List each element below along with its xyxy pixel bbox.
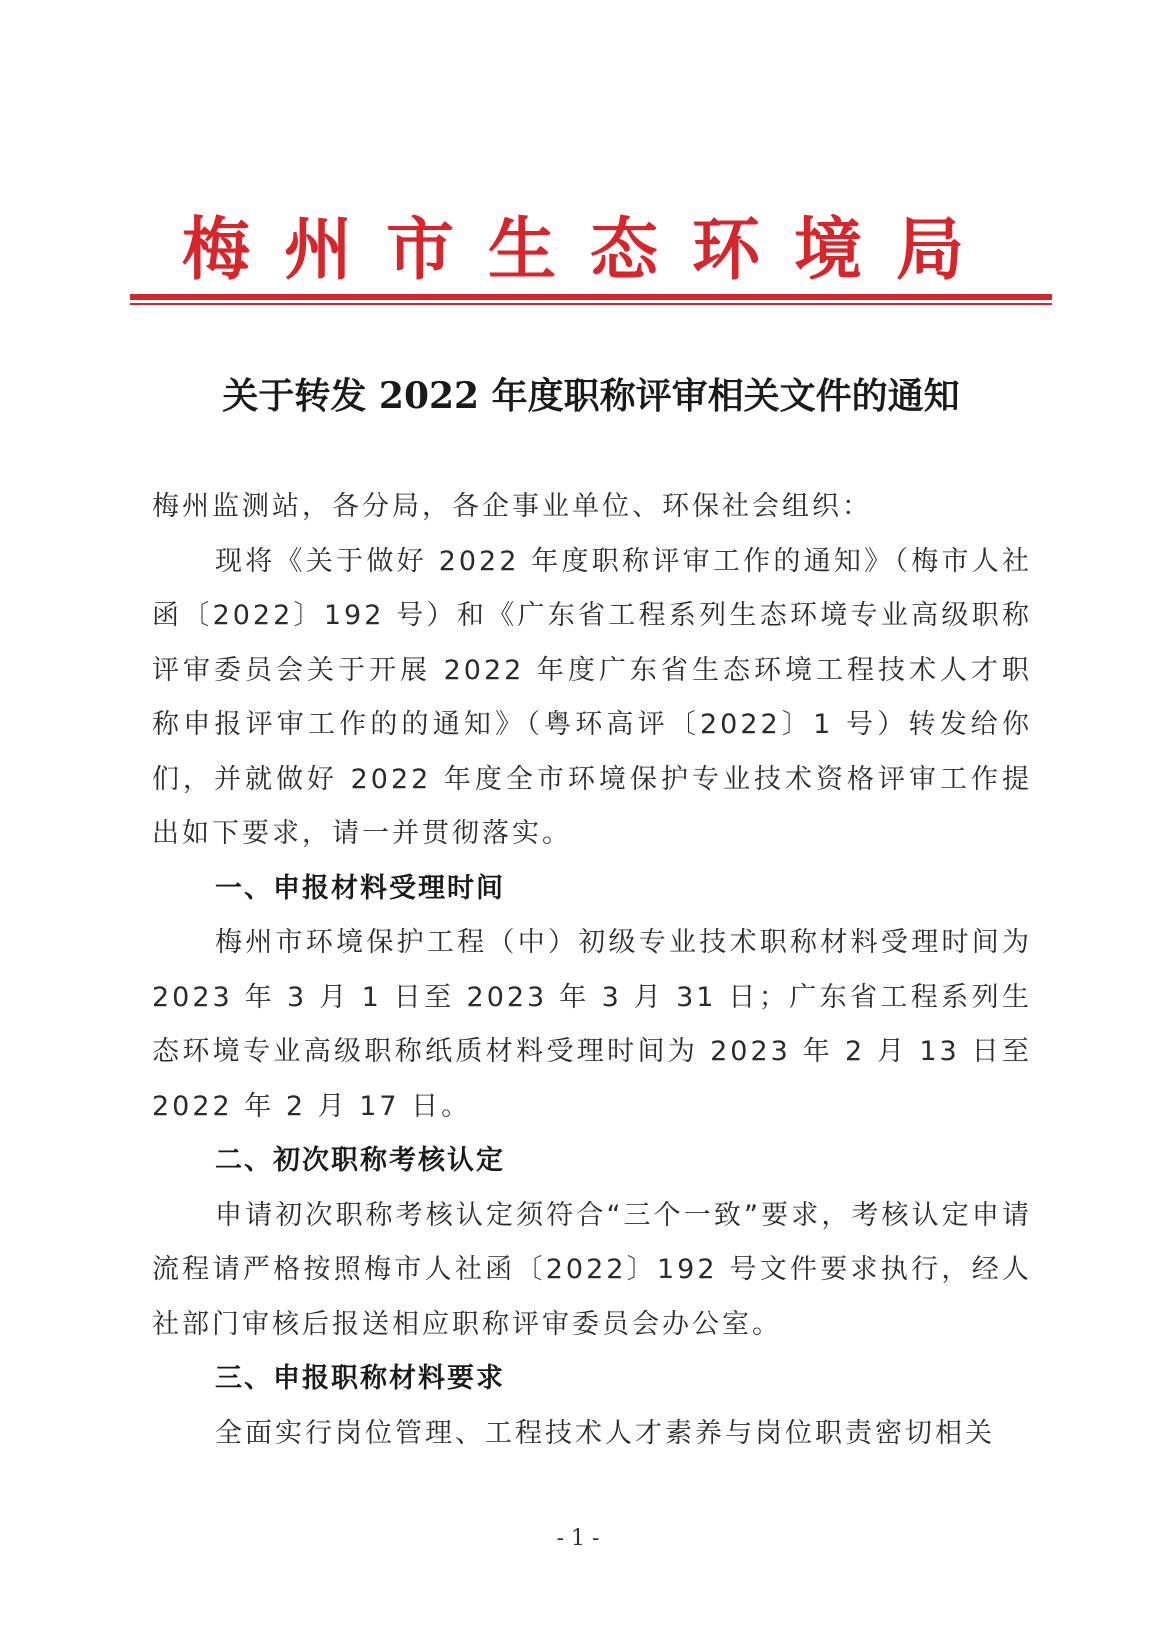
section-body-2: 申请初次职称考核认定须符合“三个一致”要求，考核认定申请流程请严格按照梅市人社函〔2022〕192 号文件要求执行，经人社部门审核后报送相应职称评审委员会办公室。 (152, 1199, 1032, 1340)
intro-paragraph: 现将《关于做好 2022 年度职称评审工作的通知》（梅市人社函〔2022〕192 号）和《广东省工程系列生态环境专业高级职称评审委员会关于开展 2022 年度广东省生态环境工程技术人才职称申报评审工作的的通知》（粤环高评〔2022〕1 号）转发给你们，并就做好 2022 年度全市环境保护专业技术资格评审工作提出如下要求，请一并贯彻落实。 (152, 545, 1032, 849)
document-body (152, 480, 1032, 1461)
header-rule-thin (130, 303, 1052, 305)
document-title: 关于转发 2022 年度职称评审相关文件的通知 (222, 375, 960, 417)
organization-header: 梅州市生态环境局 (181, 210, 998, 290)
salutation: 梅州监测站，各分局，各企事业单位、环保社会组织： (152, 491, 872, 522)
section-body-1: 梅州市环境保护工程（中）初级专业技术职称材料受理时间为 2023 年 3 月 1 日至 2023 年 3 月 31 日；广东省工程系列生态环境专业高级职称纸质材料受理时间为 2023 年 2 月 13 日至 2022 年 2 月 17 日。 (152, 927, 1032, 1122)
section-heading-3: 三、申报职称材料要求 (215, 1363, 505, 1394)
section-heading-1: 一、申报材料受理时间 (215, 872, 505, 904)
header-rule-thick (130, 294, 1052, 300)
section-body-3: 全面实行岗位管理、工程技术人才素养与岗位职责密切相关 (215, 1417, 995, 1449)
page-number: - 1 - (556, 1526, 600, 1551)
section-heading-2: 二、初次职称考核认定 (215, 1145, 505, 1176)
